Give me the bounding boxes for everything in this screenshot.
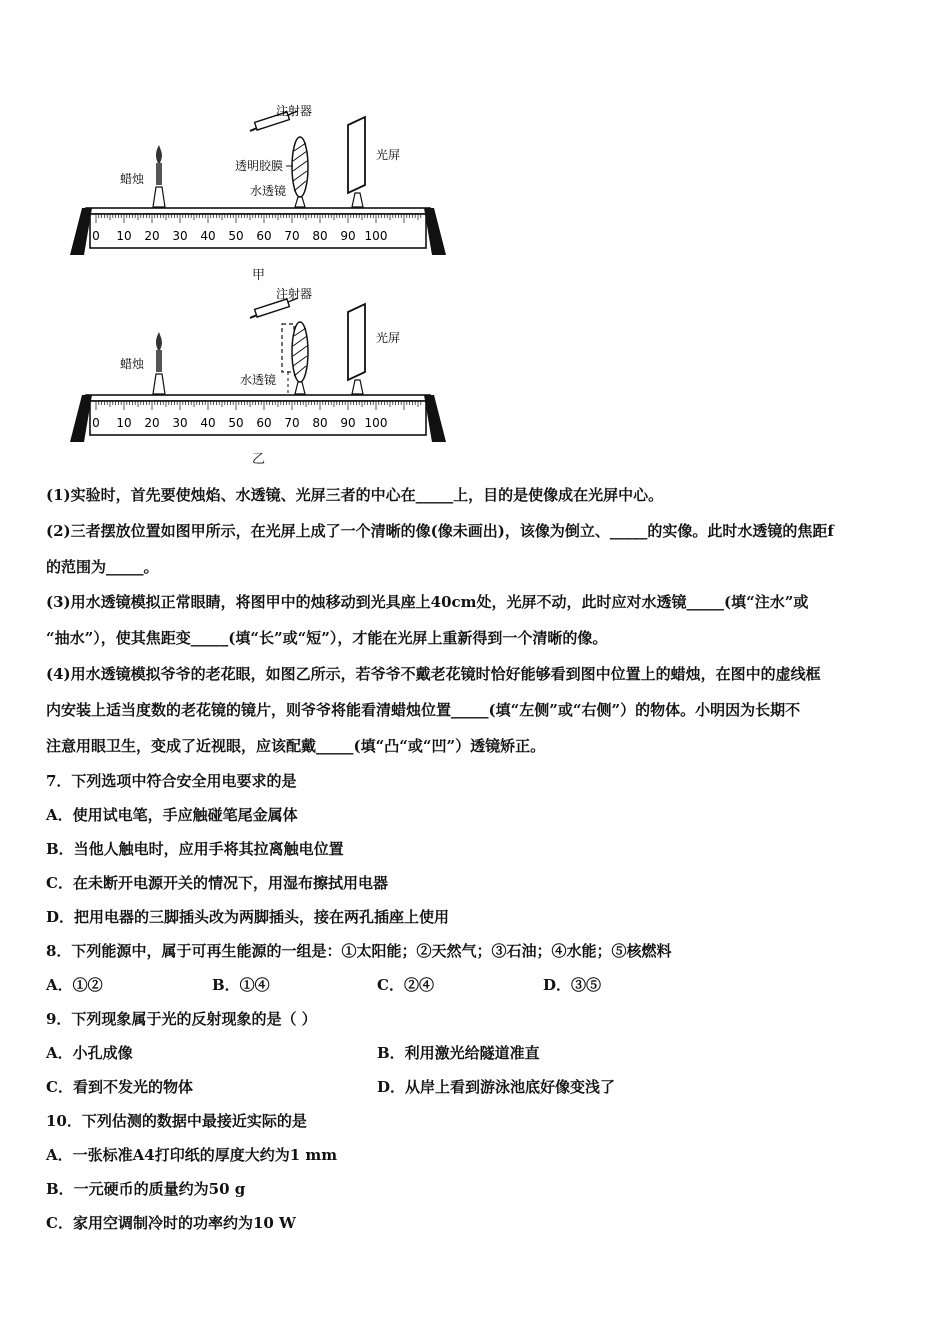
ruler-tick-label: 60 (256, 416, 272, 430)
candle-icon (153, 145, 165, 207)
q10-stem: 10．下列估测的数据中最接近实际的是 (46, 1112, 307, 1130)
ruler-tick-label: 100 (364, 229, 388, 243)
q10-option-c: C．家用空调制冷时的功率约为10 W (46, 1214, 296, 1232)
q7-stem: 7．下列选项中符合安全用电要求的是 (46, 772, 297, 790)
ruler-tick-label: 60 (256, 229, 272, 243)
ruler-tick-label: 30 (172, 229, 188, 243)
ruler-tick-label: 30 (172, 416, 188, 430)
q9-option-b: B．利用激光给隧道准直 (377, 1044, 540, 1062)
q6-part2-line2: 的范围为_____。 (46, 558, 159, 576)
ruler-tick-label: 10 (116, 416, 132, 430)
screen-label: 光屏 (376, 331, 401, 345)
q7-option-c: C．在未断开电源开关的情况下，用湿布擦拭用电器 (46, 874, 388, 892)
ruler-tick-label: 90 (340, 229, 356, 243)
water-lens-icon (292, 322, 308, 394)
candle-label: 蜡烛 (120, 172, 145, 186)
q6-part1: (1)实验时，首先要使烛焰、水透镜、光屏三者的中心在_____上，目的是使像成在光屏中心。 (46, 486, 664, 504)
syringe-label: 注射器 (276, 104, 313, 118)
ruler-tick-label: 20 (144, 416, 160, 430)
ruler-tick-label: 40 (200, 229, 216, 243)
q6-part3-line1: (3)用水透镜模拟正常眼睛，将图甲中的烛移动到光具座上40cm处，光屏不动，此时应对水透镜_____(填“注水”或 (46, 593, 809, 611)
candle-icon (153, 332, 165, 394)
water-lens-label: 水透镜 (250, 184, 287, 198)
q7-option-a: A．使用试电笔，手应触碰笔尾金属体 (46, 806, 298, 824)
figure-b (60, 282, 460, 452)
q6-part4-line2: 内安装上适当度数的老花镜的镜片，则爷爷将能看清蜡烛位置_____(填“左侧”或“右侧”）的物体。小明因为长期不 (46, 701, 801, 719)
film-label: 透明胶膜 (235, 159, 284, 173)
q6-part4-line1: (4)用水透镜模拟爷爷的老花眼，如图乙所示，若爷爷不戴老花镜时恰好能够看到图中位置上的蜡烛，在图中的虚线框 (46, 665, 821, 683)
screen-label: 光屏 (376, 148, 401, 162)
q6-part3-line2: “抽水”），使其焦距变_____(填“长”或“短”），才能在光屏上重新得到一个清晰的像。 (46, 629, 608, 647)
ruler-tick-label: 0 (92, 416, 100, 430)
q8-stem: 8．下列能源中，属于可再生能源的一组是：①太阳能；②天然气；③石油；④水能；⑤核燃料 (46, 942, 672, 960)
ruler-tick-label: 70 (284, 416, 300, 430)
ruler-tick-label: 0 (92, 229, 100, 243)
optical-bench-diagram-b (60, 282, 460, 452)
ruler-tick-label: 80 (312, 229, 328, 243)
q6-part2-line1: (2)三者摆放位置如图甲所示，在光屏上成了一个清晰的像(像未画出)，该像为倒立、_____的实像。此时水透镜的焦距f (46, 522, 834, 540)
optical-bench-diagram-a (60, 95, 460, 285)
candle-label: 蜡烛 (120, 357, 145, 371)
q9-option-d: D．从岸上看到游泳池底好像变浅了 (377, 1078, 616, 1096)
ruler-tick-label: 50 (228, 416, 244, 430)
ruler-tick-label: 80 (312, 416, 328, 430)
q9-option-c: C．看到不发光的物体 (46, 1078, 193, 1096)
water-lens-label: 水透镜 (240, 373, 277, 387)
q8-option-c: C．②④ (377, 976, 434, 994)
ruler-tick-label: 40 (200, 416, 216, 430)
q6-part4-line3: 注意用眼卫生，变成了近视眼，应该配戴_____(填“凸“或“凹”）透镜矫正。 (46, 737, 546, 755)
ruler-tick-label: 10 (116, 229, 132, 243)
light-screen-icon (348, 304, 365, 380)
ruler-tick-label: 100 (364, 416, 388, 430)
syringe-label: 注射器 (276, 287, 313, 301)
q8-option-a: A．①② (46, 976, 103, 994)
q8-option-d: D．③⑤ (543, 976, 602, 994)
q7-option-d: D．把用电器的三脚插头改为两脚插头，接在两孔插座上使用 (46, 908, 450, 926)
syringe-icon (250, 298, 298, 318)
ruler-tick-label: 50 (228, 229, 244, 243)
ruler-tick-label: 90 (340, 416, 356, 430)
q9-stem: 9．下列现象属于光的反射现象的是（ ） (46, 1010, 317, 1028)
figure-a (60, 95, 460, 285)
q9-option-a: A．小孔成像 (46, 1044, 133, 1062)
light-screen-icon (348, 117, 365, 193)
water-lens-icon (292, 137, 308, 207)
ruler-tick-label: 70 (284, 229, 300, 243)
caption-a: 甲 (252, 268, 266, 283)
q8-option-b: B．①④ (212, 976, 270, 994)
q10-option-b: B．一元硬币的质量约为50 g (46, 1180, 246, 1198)
caption-b: 乙 (252, 452, 266, 467)
q7-option-b: B．当他人触电时，应用手将其拉离触电位置 (46, 840, 344, 858)
q10-option-a: A．一张标准A4打印纸的厚度大约为1 mm (46, 1146, 338, 1164)
ruler-tick-label: 20 (144, 229, 160, 243)
